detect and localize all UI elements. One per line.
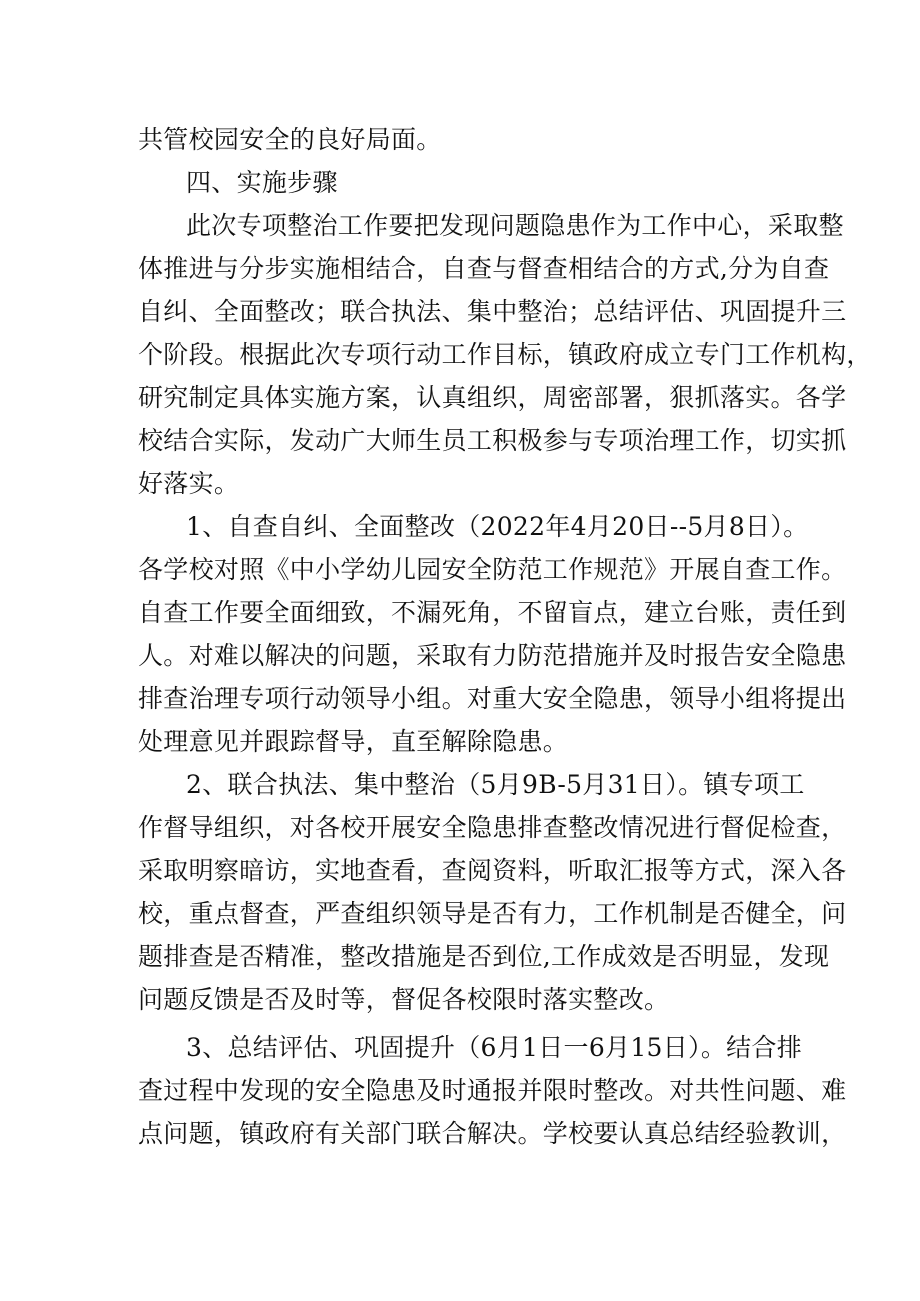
text-line: 查过程中发现的安全隐患及时通报并限时整改。对共性问题、难 [138, 1076, 847, 1105]
text-line: 校结合实际，发动广大师生员工积极参与专项治理工作，切实抓 [138, 426, 847, 455]
text-line: 点问题，镇政府有关部门联合解决。学校要认真总结经验教训， [138, 1119, 847, 1148]
text-line: 自查工作要全面细致，不漏死角，不留盲点，建立台账，责任到 [138, 598, 847, 627]
text-line: 人。对难以解决的问题，采取有力防范措施并及时报告安全隐患 [138, 641, 847, 670]
text-line: 1、自查自纠、全面整改（2022年4月20日--5月8日）。 [186, 512, 809, 541]
text-line: 此次专项整治工作要把发现问题隐患作为工作中心，采取整 [186, 211, 844, 240]
section-heading: 四、实施步骤 [186, 168, 338, 197]
text-line: 体推进与分步实施相结合，自查与督查相结合的方式,分为自查 [138, 254, 830, 283]
text-line: 校，重点督查，严查组织领导是否有力，工作机制是否健全，问 [138, 899, 847, 928]
text-line: 2、联合执法、集中整治（5月9B-5月31日）。镇专项工 [186, 770, 805, 799]
text-line: 题排查是否精准，整改措施是否到位,工作成效是否明显，发现 [138, 942, 830, 971]
text-line: 各学校对照《中小学幼儿园安全防范工作规范》开展自查工作。 [138, 555, 847, 584]
text-line: 自纠、全面整改；联合执法、集中整治；总结评估、巩固提升三 [138, 297, 847, 326]
text-line: 共管校园安全的良好局面。 [138, 125, 442, 154]
text-line: 研究制定具体实施方案，认真组织，周密部署，狠抓落实。各学 [138, 383, 847, 412]
text-line: 作督导组织，对各校开展安全隐患排查整改情况进行督促检查， [138, 813, 847, 842]
text-line: 问题反馈是否及时等，督促各校限时落实整改。 [138, 985, 670, 1014]
text-line: 处理意见并跟踪督导，直至解除隐患。 [138, 727, 569, 756]
text-line: 个阶段。根据此次专项行动工作目标，镇政府成立专门工作机构， [138, 340, 872, 369]
text-line: 好落实。 [138, 469, 240, 498]
text-line: 排查治理专项行动领导小组。对重大安全隐患，领导小组将提出 [138, 684, 847, 713]
text-line: 3、总结评估、巩固提升（6月1日一6月15日）。结合排 [186, 1033, 803, 1062]
text-line: 采取明察暗访，实地查看，查阅资料，听取汇报等方式，深入各 [138, 856, 847, 885]
